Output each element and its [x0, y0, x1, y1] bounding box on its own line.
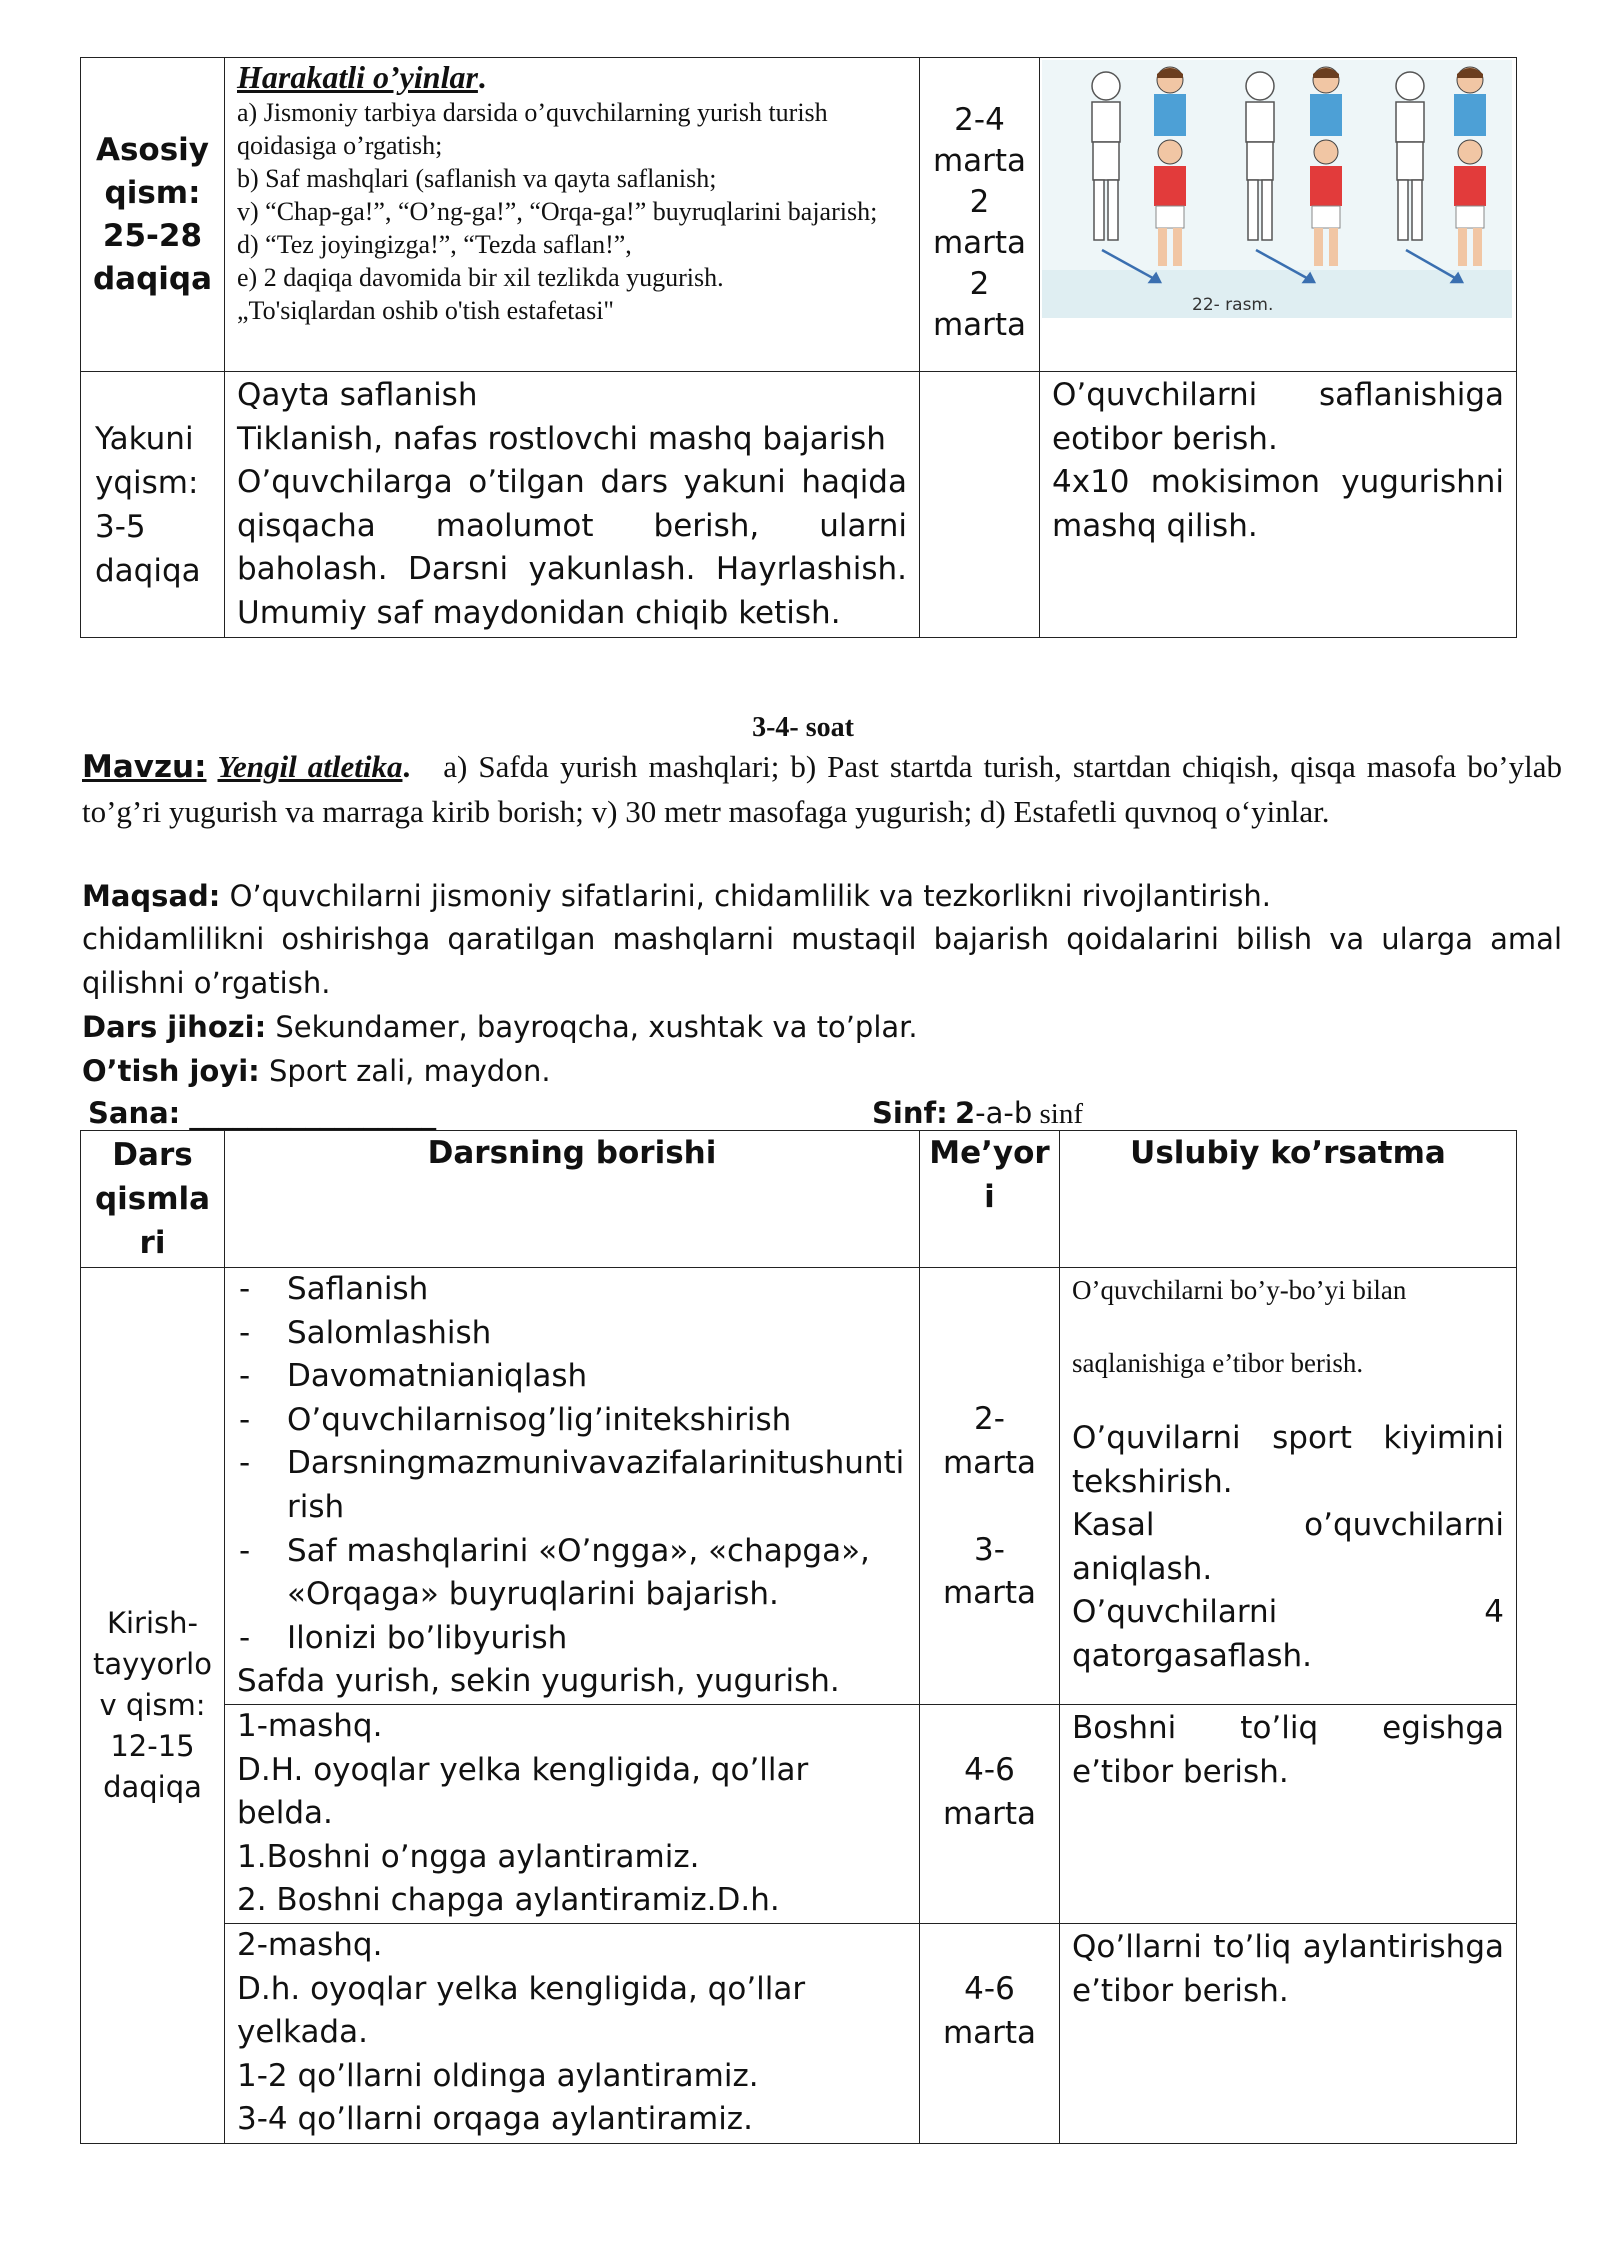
note-cell: Qo’llarni to’liq aylantirishga e’tibor berish. — [1060, 1923, 1517, 2143]
list-item: - Ilonizi bo’libyurish — [239, 1619, 568, 1656]
note-line: O’quvilarni sport kiyimini tekshirish. — [1072, 1420, 1504, 1500]
norm-unit: marta — [942, 1444, 1037, 1481]
content-line: 1.Boshni o’ngga aylantiramiz. — [237, 1838, 700, 1875]
content-line: 2-mashq. — [237, 1926, 383, 1963]
class-letters: -a-b — [975, 1096, 1033, 1130]
header-cell: Uslubiy ko’rsatma — [1060, 1131, 1517, 1268]
section-label-cell — [81, 372, 225, 638]
location-label: O’tish joyi: — [82, 1054, 260, 1088]
content-line: D.H. oyoqlar yelka kengligida, qo’llar belda. — [237, 1751, 809, 1832]
games-title: Harakatli o’yinlar. — [237, 59, 486, 95]
header-cell: Darsning borishi — [225, 1131, 920, 1268]
location-text: Sport zali, maydon. — [269, 1054, 551, 1088]
equipment-text: Sekundamer, bayroqcha, xushtak va to’plar. — [275, 1010, 918, 1044]
note-line: O’quvchilarni saflanishiga eotibor berish. — [1052, 377, 1504, 457]
note-cell — [1040, 372, 1517, 638]
content-line: 1-2 qo’llarni oldinga aylantiramiz. — [237, 2057, 759, 2094]
note-line: saqlanishiga e’tibor berish. — [1072, 1348, 1364, 1378]
list-item: - Salomlashish — [239, 1314, 492, 1351]
section-label-line: Kirish- — [106, 1605, 198, 1640]
hour-title: 3-4- soat — [752, 712, 854, 743]
norm-value: 2 — [969, 184, 990, 220]
lesson-plan-table — [80, 1130, 1517, 2144]
content-line: Qayta saflanish — [237, 377, 478, 413]
section-label-cell — [81, 58, 225, 372]
norm-cell — [920, 372, 1040, 638]
norm-value: 2- — [974, 1401, 1005, 1437]
table-row — [81, 1704, 1517, 1923]
table-row — [81, 1923, 1517, 2143]
note-line: 4x10 mokisimon yugurishni mashq qilish. — [1052, 464, 1504, 544]
section-label-line: tayyorlo — [93, 1646, 212, 1681]
topic-paragraph: Mavzu: Yengil atletika. a) Safda yurish mashqlari; b) Past startda turish, startdan chiqish, qisqa masofa bo’ylab to’g’ri yugurish va marraga kirib borish; v) 30 metr masofaga yugurish; d) Estafetli quvnoq o‘yinlar. — [82, 749, 1563, 829]
table-row — [81, 1268, 1517, 1705]
section-label-line: yqism: — [95, 464, 199, 501]
content-line: b) Saf mashqlari (saflanish va qayta saflanish; — [237, 164, 717, 193]
list-item: - Darsningmazmunivavazifalarinitushuntirish — [239, 1445, 905, 1525]
norm-unit: marta — [932, 143, 1027, 179]
class-line — [872, 1092, 1083, 1135]
lesson-content-cell — [225, 58, 920, 372]
equipment-line — [82, 1005, 1562, 1049]
section-label-line: 3-5 — [95, 508, 146, 545]
content-line: 2. Boshni chapga aylantiramiz.D.h. — [237, 1882, 780, 1919]
content-line: „To'siqlardan oshib o'tish estafetasi" — [237, 296, 615, 325]
content-line: Safda yurish, sekin yugurish, yugurish. — [237, 1663, 840, 1700]
goal-text-2: chidamlilikni oshirishga qaratilgan mashqlarni mustaqil bajarish qoidalarini bilish va ularga amal qilishni o’rgatish. — [82, 922, 1562, 1000]
list-item: - Saf mashqlarini «O’ngga», «chapga», «Orqaga» buyruqlarini bajarish. — [239, 1532, 870, 1613]
note-line: O’quvchilarni bo’y-bo’yi bilan — [1072, 1275, 1407, 1305]
lesson-content-cell — [225, 1923, 920, 2143]
children-lineup-illustration — [1042, 60, 1512, 318]
norm-unit: marta — [942, 2014, 1037, 2051]
lesson-content-cell — [225, 1704, 920, 1923]
topic-name: Yengil atletika — [217, 749, 403, 784]
equipment-label: Dars jihozi: — [82, 1010, 267, 1044]
content-line: O’quvchilarga o’tilgan dars yakuni haqida qisqacha maolumot berish, ularni baholash. Darsni yakunlash. Hayrlashish. Umumiy saf maydonidan chiqib ketish. — [237, 464, 907, 631]
note-cell: Boshni to’liq egishga e’tibor berish. — [1060, 1704, 1517, 1923]
list-item: - Davomatnianiqlash — [239, 1358, 588, 1395]
norm-value: 3- — [974, 1531, 1005, 1568]
goal-label: Maqsad: — [82, 879, 221, 913]
table-row-asosiy — [81, 58, 1517, 372]
lesson-content-cell — [225, 1268, 920, 1705]
section-label-cell — [81, 1268, 225, 2144]
section-label-line: 25-28 — [102, 217, 203, 254]
note-line: O’quvchilarni 4 qatorgasaflash. — [1072, 1594, 1504, 1674]
content-line: d) “Tez joyingizga!”, “Tezda saflan!”, — [237, 230, 632, 259]
section-label-line: daqiqa — [103, 1769, 202, 1804]
section-label-line: Asosiy — [95, 131, 210, 168]
norm-value: 4-6 — [964, 1970, 1015, 2007]
list-item: - O’quvchilarnisog’lig’initekshirish — [239, 1401, 792, 1438]
top-lesson-table — [80, 57, 1517, 638]
norm-value: 4-6 — [964, 1751, 1015, 1788]
class-label: Sinf: — [872, 1096, 948, 1130]
norm-value: 2-4 — [954, 102, 1005, 138]
class-number: 2 — [954, 1096, 976, 1130]
table-header-row — [81, 1131, 1517, 1268]
norm-cell — [920, 58, 1040, 372]
section-label-line: 12-15 — [110, 1728, 195, 1763]
header-cell: Me’yor i — [920, 1131, 1060, 1268]
table-row-yakuni — [81, 372, 1517, 638]
lesson-content-cell — [225, 372, 920, 638]
content-line: e) 2 daqiqa davomida bir xil tezlikda yugurish. — [237, 263, 724, 292]
list-item: - Saflanish — [239, 1271, 429, 1307]
section-label-line: v qism: — [99, 1687, 206, 1722]
content-line: 1-mashq. — [237, 1707, 383, 1744]
location-line — [82, 1049, 1562, 1093]
goal-text: O’quvchilarni jismoniy sifatlarini, chidamlilik va tezkorlikni rivojlantirish. — [229, 879, 1271, 913]
norm-unit: marta — [942, 1795, 1037, 1832]
norm-unit: marta — [932, 225, 1027, 261]
date-line — [88, 1092, 436, 1134]
norm-unit: marta — [942, 1575, 1037, 1612]
date-label: Sana: — [88, 1096, 181, 1130]
section-label-line: daqiqa — [92, 260, 213, 297]
content-line: a) Jismoniy tarbiya darsida o’quvchilarning yurish turish qoidasiga o’rgatish; — [237, 98, 828, 160]
norm-cell — [920, 1268, 1060, 1705]
content-line: D.h. oyoqlar yelka kengligida, qo’llar yelkada. — [237, 1970, 806, 2051]
norm-cell — [920, 1704, 1060, 1923]
content-line: v) “Chap-ga!”, “O’ng-ga!”, “Orqa-ga!” buyruqlarini bajarish; — [237, 197, 878, 226]
content-line: 3-4 qo’llarni orqaga aylantiramiz. — [237, 2101, 753, 2138]
image-caption: 22- rasm. — [1192, 295, 1274, 315]
norm-unit: marta — [932, 307, 1027, 343]
topic-label: Mavzu: — [82, 749, 207, 785]
topic-text: a) Safda yurish mashqlari; b) Past startda turish, startdan chiqish, qisqa masofa bo’ylab to’g’ri yugurish va marraga kirib borish; v) 30 metr masofaga yugurish; d) Estafetli quvnoq o‘yinlar. — [82, 749, 1563, 829]
section-label-line: Yakuni — [95, 420, 194, 457]
note-cell — [1060, 1268, 1517, 1705]
norm-value: 2 — [969, 266, 990, 302]
note-line: Kasal o’quvchilarni aniqlash. — [1072, 1507, 1504, 1587]
section-label-line: daqiqa — [95, 552, 201, 589]
header-cell: Dars qismla ri — [81, 1131, 225, 1268]
section-label-line: qism: — [104, 174, 201, 211]
illustration-cell — [1040, 58, 1517, 372]
content-line: Tiklanish, nafas rostlovchi mashq bajarish — [237, 420, 886, 457]
date-blank: _________________ — [189, 1096, 436, 1130]
class-word: sinf — [1039, 1098, 1083, 1130]
goal-line — [82, 874, 1562, 918]
norm-cell — [920, 1923, 1060, 2143]
